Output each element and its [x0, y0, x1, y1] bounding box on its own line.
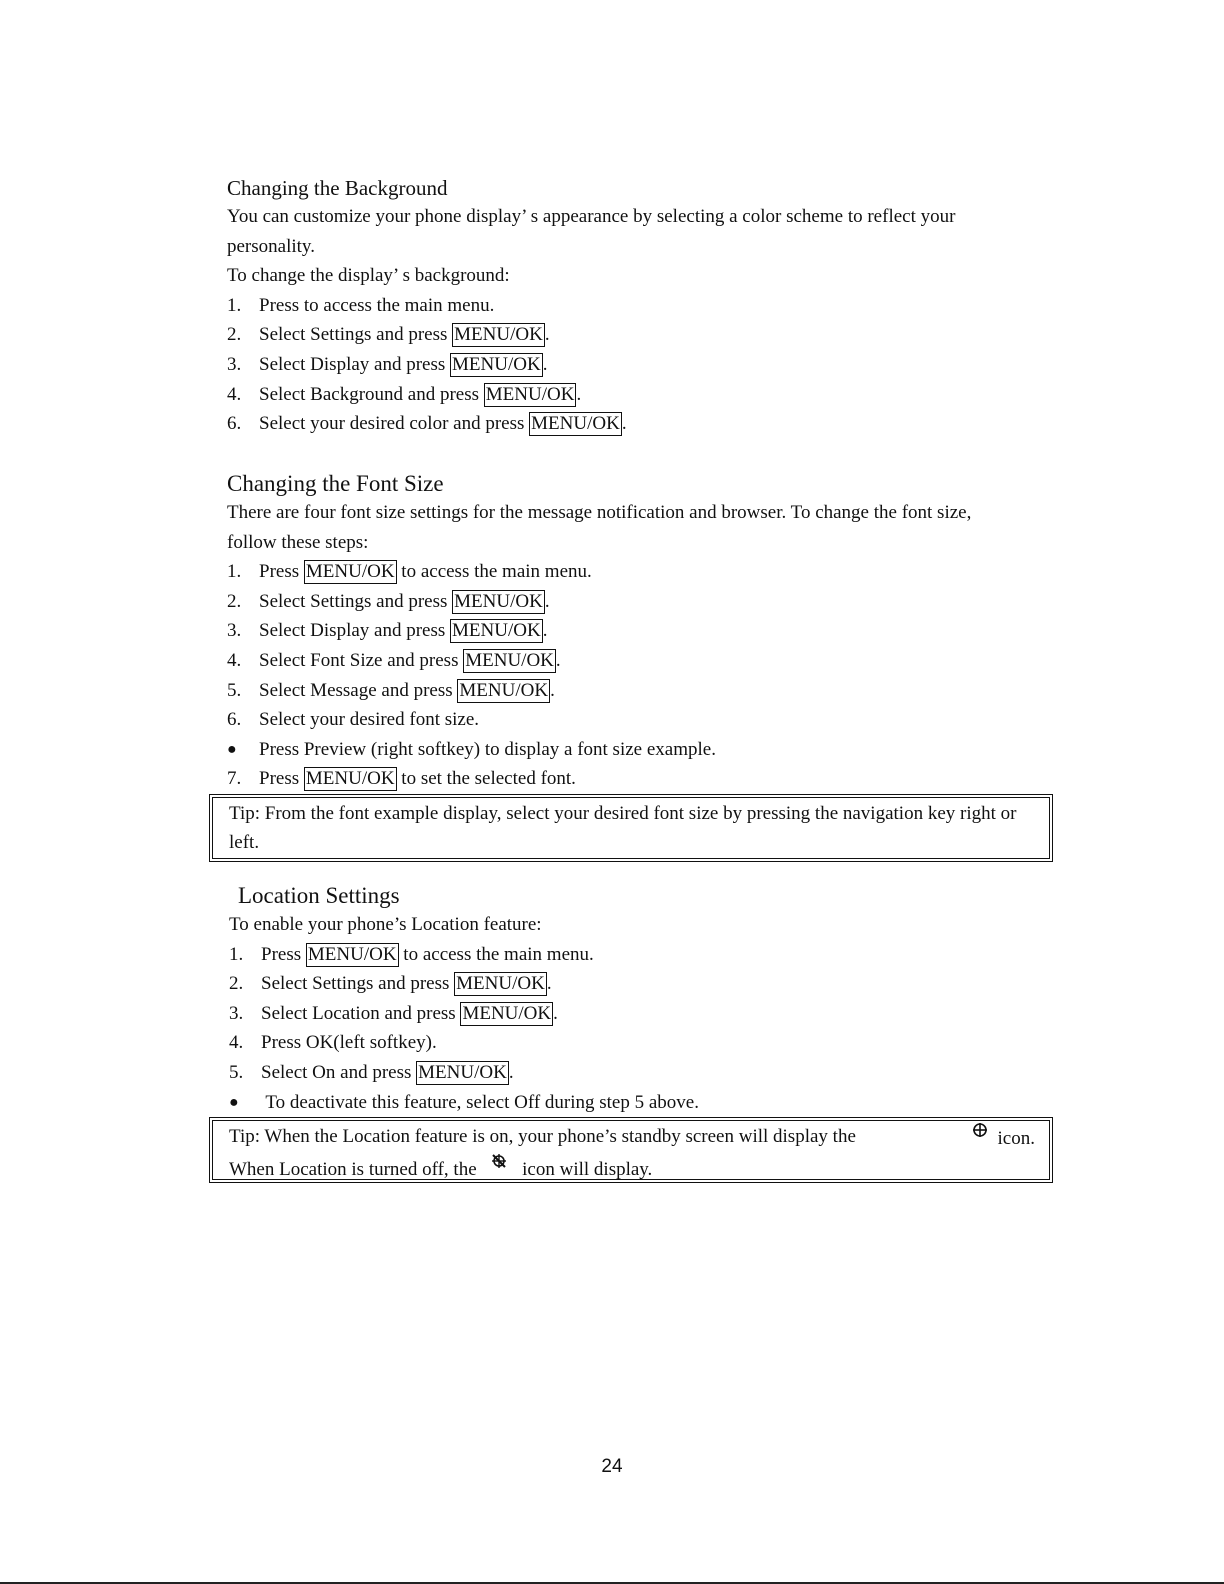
step-text-after: . [508, 1061, 514, 1083]
bullet-marker: ● [229, 1093, 239, 1111]
step-text-before: Select Settings and press [261, 973, 455, 995]
step-text-after: . [544, 324, 550, 346]
location-tip-line2 [229, 1153, 1035, 1184]
step-number: 1. [229, 943, 244, 965]
step-text-before: Press Preview (right softkey) to display a font size example. [259, 738, 716, 760]
font-size-intro: There are four font size settings for the message notification and browser. To change the font size, follow these steps: [227, 502, 972, 553]
step-text-before: Select Font Size and press [259, 649, 464, 671]
location-steps [229, 940, 1049, 1118]
step-number: 3. [229, 1002, 244, 1024]
step-number: 1. [227, 561, 242, 583]
step-item [227, 291, 1047, 321]
step-text [259, 557, 592, 587]
step-text [259, 705, 479, 735]
step-text-before: Select Settings and press [259, 590, 453, 612]
background-heading: Changing the Background [227, 176, 448, 200]
background-lead: To change the display’ s background: [227, 265, 510, 287]
font-size-section [227, 470, 1047, 794]
step-text-before: Press [259, 561, 304, 583]
menu-ok-key: MENU/OK [459, 679, 549, 701]
step-item [227, 380, 1047, 410]
step-text-after: . [576, 383, 582, 405]
location-tip-line1-text: Tip: When the Location feature is on, your phone’s standby screen will display the [229, 1126, 856, 1147]
location-section [229, 882, 1049, 1117]
step-text-before: Select your desired font size. [259, 709, 480, 731]
step-number: 4. [227, 649, 242, 671]
step-text [259, 646, 561, 676]
step-text-after: . [546, 973, 552, 995]
step-text-after: . [544, 590, 550, 612]
step-text-after: to access the main menu. [398, 943, 594, 965]
step-text-before: Select Display and press [259, 353, 451, 375]
location-tip-line2-text: When Location is turned off, the [229, 1159, 477, 1180]
step-number: 2. [227, 324, 242, 346]
menu-ok-key: MENU/OK [305, 768, 395, 790]
menu-ok-key: MENU/OK [307, 943, 397, 965]
step-number: 6. [227, 413, 242, 435]
menu-ok-key: MENU/OK [462, 1002, 552, 1024]
step-item [227, 764, 1047, 794]
step-number: 3. [227, 620, 242, 642]
step-text [259, 735, 716, 765]
step-number: 2. [229, 973, 244, 995]
menu-ok-key: MENU/OK [454, 324, 543, 346]
location-lead: To enable your phone’s Location feature: [229, 914, 542, 935]
step-text-before: Press [259, 768, 304, 790]
step-text [259, 676, 555, 706]
step-item [229, 1088, 1049, 1118]
location-tip-line1 [229, 1122, 1035, 1153]
location-off-icon [491, 1153, 507, 1169]
step-text [261, 1058, 514, 1088]
menu-ok-key: MENU/OK [452, 620, 541, 642]
step-number: 6. [227, 709, 242, 731]
step-text-before: Select Background and press [259, 383, 484, 405]
step-text [261, 1088, 699, 1118]
step-text-before: Select your desired color and press [259, 413, 530, 435]
step-item [227, 705, 1047, 735]
step-text-before: Press to access the main menu. [259, 294, 495, 316]
location-on-icon [972, 1122, 988, 1138]
step-number: 7. [227, 768, 242, 790]
step-item [229, 1028, 1049, 1058]
step-text [261, 999, 558, 1029]
page-number: 24 [601, 1456, 623, 1477]
step-text-before: Select On and press [261, 1061, 417, 1083]
step-text-before: Press [261, 943, 306, 965]
step-item [227, 587, 1047, 617]
menu-ok-key: MENU/OK [531, 413, 620, 435]
location-tip-box [209, 1117, 1053, 1183]
step-item [227, 735, 1047, 765]
step-item [227, 320, 1047, 350]
step-item [229, 1058, 1049, 1088]
step-number: 4. [227, 383, 242, 405]
font-tip-text: Tip: From the font example display, select your desired font size by pressing the navigation key right or left. [229, 803, 1017, 853]
bullet-marker: ● [227, 740, 237, 758]
step-item [227, 676, 1047, 706]
step-text [259, 764, 576, 794]
background-intro: You can customize your phone display’ s appearance by selecting a color scheme to reflect your personality. [227, 206, 956, 257]
step-text [261, 1028, 437, 1058]
step-text-after: . [555, 649, 561, 671]
step-item [229, 969, 1049, 999]
step-text [259, 616, 547, 646]
step-item [227, 350, 1047, 380]
location-heading: Location Settings [238, 883, 400, 908]
background-section [227, 174, 1047, 439]
step-text [261, 969, 552, 999]
step-text-after: . [550, 679, 555, 701]
step-text-before: Select Display and press [259, 620, 451, 642]
step-text-before: Select Message and press [259, 679, 458, 701]
step-number: 5. [227, 679, 242, 701]
menu-ok-key: MENU/OK [418, 1061, 507, 1083]
menu-ok-key: MENU/OK [485, 383, 575, 405]
menu-ok-key: MENU/OK [454, 590, 543, 612]
step-text-before: Select Settings and press [259, 324, 453, 346]
step-text-before: To deactivate this feature, select Off during step 5 above. [261, 1091, 699, 1113]
step-number: 3. [227, 353, 242, 375]
step-text-before: Select Location and press [261, 1002, 461, 1024]
step-text [259, 320, 550, 350]
menu-ok-key: MENU/OK [465, 649, 554, 671]
step-text [259, 291, 494, 321]
step-text-after: . [553, 1002, 558, 1024]
step-item [227, 616, 1047, 646]
location-tip-line2-end: icon will display. [522, 1159, 653, 1180]
menu-ok-key: MENU/OK [305, 561, 395, 583]
step-number: 5. [229, 1061, 244, 1083]
menu-ok-key: MENU/OK [452, 353, 541, 375]
step-text-after: to access the main menu. [396, 561, 592, 583]
step-text-after: . [542, 353, 548, 375]
step-text [259, 587, 550, 617]
step-item [227, 409, 1047, 439]
font-tip-box [209, 794, 1053, 862]
font-size-steps [227, 557, 1047, 794]
step-number: 2. [227, 590, 242, 612]
menu-ok-key: MENU/OK [456, 973, 545, 995]
step-text [259, 350, 547, 380]
step-item [229, 999, 1049, 1029]
step-text-before: Press OK(left softkey). [261, 1032, 437, 1054]
background-steps [227, 291, 1047, 439]
step-text [259, 380, 581, 410]
step-text-after: to set the selected font. [396, 768, 576, 790]
step-text [261, 940, 594, 970]
step-number: 1. [227, 294, 242, 316]
step-text-after: . [621, 413, 627, 435]
step-item [227, 557, 1047, 587]
step-text [259, 409, 627, 439]
font-size-heading: Changing the Font Size [227, 471, 444, 496]
step-item [227, 646, 1047, 676]
step-number: 4. [229, 1032, 244, 1054]
step-text-after: . [542, 620, 548, 642]
location-tip-line1-end: icon. [997, 1128, 1035, 1149]
step-item [229, 940, 1049, 970]
